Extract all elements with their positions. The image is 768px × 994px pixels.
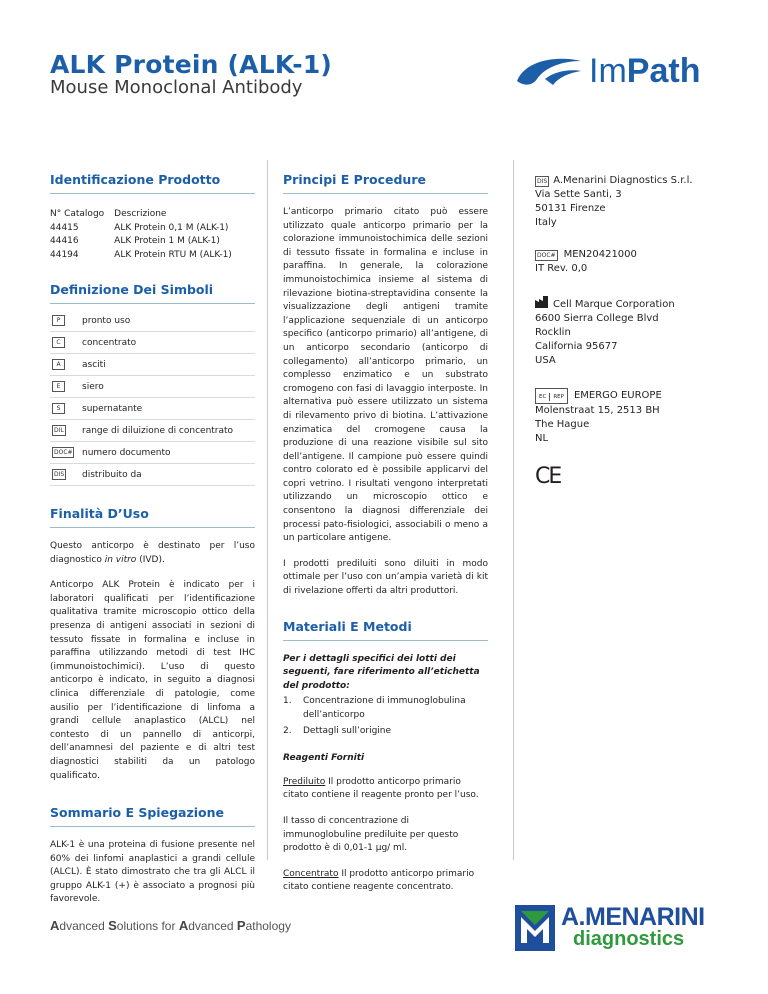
principles-heading-text: Principi E Procedure [283, 172, 426, 187]
footer-tagline [50, 918, 291, 933]
symbol-label: supernatante [82, 403, 143, 414]
concentrate-label: Concentrato [283, 868, 339, 879]
symbol-label: siero [82, 381, 104, 392]
table-row [50, 249, 242, 263]
list-item [50, 442, 255, 464]
materials-heading-text: Materiali E Metodi [283, 618, 412, 634]
symbols-list [50, 310, 255, 486]
rep-text: REP [553, 394, 564, 400]
column-1 [50, 172, 255, 907]
document-number-symbol-icon: DOC# [54, 449, 73, 456]
menarini-logo [515, 905, 715, 950]
list-item [50, 464, 255, 486]
tagline-run: S [108, 918, 117, 933]
reagents-subheading: Reagenti Forniti [283, 753, 365, 764]
symbol-label: asciti [82, 359, 106, 370]
list-number: 1. [283, 696, 292, 707]
logo-path-text: Path [626, 52, 701, 90]
address-line: 6600 Sierra College Blvd [535, 313, 659, 324]
symbol-label: numero documento [82, 447, 171, 458]
ready-to-use-symbol-icon: P [52, 315, 65, 326]
section-principles-heading [283, 172, 488, 194]
catalog-desc: ALK Protein 1 M (ALK-1) [114, 236, 220, 246]
impath-swoosh-icon [515, 55, 585, 93]
address-line: The Hague [535, 419, 590, 430]
address-line: Via Sette Santi, 3 [535, 189, 622, 200]
address-line: California 95677 [535, 341, 618, 352]
symbol-label: concentrato [82, 337, 137, 348]
ec-rep-name: EMERGO EUROPE [573, 390, 662, 401]
distributor-name: A.Menarini Diagnostics S.r.l. [553, 175, 693, 186]
catalog-desc: ALK Protein 0,1 M (ALK-1) [114, 222, 229, 233]
document-number-symbol-icon: DOC# [537, 252, 556, 259]
column-3 [535, 174, 735, 489]
dilution-symbol-icon: DIL [54, 427, 64, 434]
menarini-subtitle: diagnostics [573, 928, 685, 950]
section-summary-heading [50, 805, 255, 827]
text-run: (IVD). [136, 554, 165, 565]
section-materials-heading [283, 619, 488, 641]
symbol-label: range di diluizione di concentrato [82, 425, 234, 436]
list-item [50, 310, 255, 332]
catalog-code: 44194 [50, 249, 79, 260]
manufacturer-name: Cell Marque Corporation [553, 299, 675, 310]
address-line: Rocklin [535, 327, 571, 338]
text-run: Il prodotto anticorpo primario citato contiene il reagente pronto per l’uso. [283, 776, 479, 801]
list-item [283, 725, 488, 739]
catalog-col-head: N° Catalogo [50, 209, 105, 219]
tagline-run: olutions for [116, 919, 179, 933]
symbols-heading-text: Definizione Dei Simboli [50, 282, 214, 297]
section-product-id-heading [50, 172, 255, 194]
materials-intro: Per i dettagli specifici dei lotti dei seguenti, fare riferimento all’etichetta del prodotto: [283, 653, 480, 691]
document-subtitle: Mouse Monoclonal Antibody [50, 77, 303, 98]
list-item [50, 398, 255, 420]
text-run-italic: in vitro [104, 554, 137, 565]
intended-use-paragraph-2: Anticorpo ALK Protein è indicato per i laboratori qualificati per l’identificazione qualitativa tramite microscopio ottico della presenza di antigeni associati in sezioni di tessuto fissate in formalina e incluse in paraffina utilizzando metodi di test IHC (immunoistochimici). L’uso di questo anticorpo è indicato, in seguito a diagnosi clinica differenziale di patologie, come ausilio per l’identificazione di linfoma a grandi cellule anaplastico (ALCL) nel contesto di un pannello di anticorpi, dell’anamnesi del paziente e di altri test diagnostici stabiliti da un patologo qualificato. [50, 580, 255, 781]
catalog-header-row [50, 208, 242, 222]
catalog-code: 44415 [50, 222, 79, 233]
document-title: ALK Protein (ALK-1) [50, 50, 333, 79]
distributor-symbol-icon: DIS [54, 471, 65, 478]
product-id-heading-text: Identificazione Prodotto [50, 172, 221, 187]
list-number: 2. [283, 725, 292, 736]
manufacturer-block [535, 296, 735, 368]
principles-paragraph-1: L’anticorpo primario citato può essere utilizzato quale anticorpo primario per la colorazione immunoistochimica delle sezioni di tessuto fissate in formalina e incluse in paraffina. In generale, la colorazione immunoistochimica insieme al sistema di rilevazione biotina-streptavidina consente la visualizzazione degli antigeni tramite l’applicazione sequenziale di un anticorpo specifico (anticorpo primario) all’antigene, di un anticorpo secondario (anticorpo di collegamento) all’anticorpo primario, un complesso enzimatico e un substrato cromogeno con fasi di lavaggio interposte. In alternativa può essere utilizzato un sistema di rilevamento privo di biotina. L’attivazione enzimatica del cromogene causa la produzione di una reazione visibile sul sito dell’antigene. Il campione può essere quindi contro colorato ed è possibile applicarvi del copri vetrino. I risultati vengono interpretati utilizzando un microscopio ottico e consentono la diagnosi differenziale dei processi pato-fisiologici, associabili o meno a un particolare antigene. [283, 207, 488, 544]
symbol-label: distribuito da [82, 469, 142, 480]
list-text: Concentrazione di immunoglobulina dell’anticorpo [303, 696, 466, 720]
ec-rep-symbol-icon [535, 388, 568, 404]
impath-wordmark [589, 52, 700, 91]
concentrate-paragraph [283, 868, 488, 895]
tagline-run: dvanced [59, 919, 109, 933]
address-line: NL [535, 433, 549, 444]
logo-im-text: Im [589, 52, 627, 90]
distributor-block [535, 174, 735, 230]
text-run: Il prodotto anticorpo primario citato contiene reagente concentrato. [283, 868, 475, 893]
address-line: Italy [535, 217, 557, 228]
section-intended-use-heading [50, 506, 255, 528]
text-run: Questo anticorpo è destinato per l’uso diagnostico [50, 541, 255, 565]
table-row [50, 222, 242, 236]
menarini-name: A.MENARINI [561, 903, 705, 931]
impath-logo [515, 52, 715, 93]
catalog-desc: ALK Protein RTU M (ALK-1) [114, 249, 232, 260]
column-2 [283, 172, 488, 895]
document-revision: IT Rev. 0,0 [535, 263, 588, 274]
list-item [50, 420, 255, 442]
concentration-paragraph: Il tasso di concentrazione di immunoglobuline prediluite per questo prodotto è di 0,01-1 µg/ ml. [283, 815, 459, 854]
document-code: MEN20421000 [563, 249, 637, 260]
address-line: USA [535, 355, 556, 366]
materials-list [283, 695, 488, 738]
list-text: Dettagli sull’origine [303, 725, 392, 736]
summary-heading-text: Sommario E Spiegazione [50, 805, 224, 821]
intended-use-heading-text: Finalità D’Uso [50, 506, 149, 521]
table-row [50, 235, 242, 249]
section-symbols-heading [50, 282, 255, 304]
tagline-run: A [50, 918, 60, 933]
address-line: 50131 Firenze [535, 203, 606, 214]
symbol-label: pronto uso [82, 315, 131, 326]
tagline-run: dvanced [188, 919, 237, 933]
distributor-symbol-icon: DIS [537, 178, 548, 185]
summary-paragraph: ALK-1 è una proteina di fusione presente nel 60% dei linfomi anaplastici a grandi cellule (ALCL). È stato dimostrato che tra gli ALCL il gruppo ALK-1 (+) è associato a prognosi più favorevole. [50, 840, 255, 905]
tagline-run: A [178, 918, 189, 933]
prediluted-label: Prediluito [283, 776, 326, 787]
tagline-run: athology [245, 919, 291, 933]
intended-use-paragraph-1 [50, 540, 255, 567]
list-item [50, 354, 255, 376]
column-divider-2 [513, 160, 514, 860]
description-col-head: Descrizione [114, 209, 167, 219]
list-item [50, 376, 255, 398]
supernatant-symbol-icon: S [52, 403, 65, 414]
list-item [283, 695, 488, 722]
address-line: Molenstraat 15, 2513 BH [535, 405, 660, 416]
menarini-shield-icon [515, 905, 555, 951]
document-block [535, 248, 735, 276]
list-item [50, 332, 255, 354]
catalog-code: 44416 [50, 236, 79, 246]
prediluted-paragraph [283, 776, 488, 803]
ec-rep-block [535, 388, 735, 446]
tagline-run: P [236, 918, 246, 933]
manufacturer-factory-icon [535, 296, 549, 308]
concentrate-symbol-icon: C [52, 337, 65, 348]
catalog-table [50, 208, 242, 262]
serum-symbol-icon: E [52, 381, 65, 392]
ce-mark-icon: CE [535, 464, 561, 489]
ec-text: EC [536, 393, 550, 401]
ascites-symbol-icon: A [52, 359, 65, 370]
principles-paragraph-2: I prodotti prediluiti sono diluiti in modo ottimale per l’uso con un’ampia varietà di kit di rivelazione offerti da altri produttori. [283, 558, 488, 597]
column-divider-1 [267, 160, 268, 860]
